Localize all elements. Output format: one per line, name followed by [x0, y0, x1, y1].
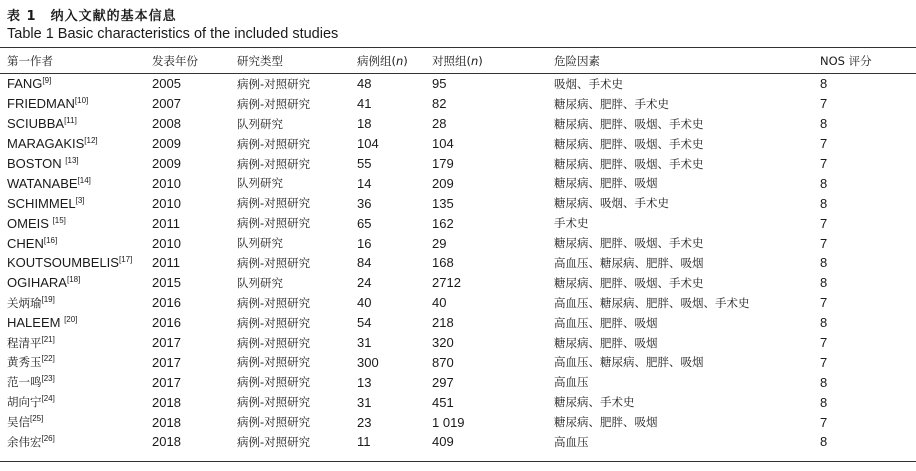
table-row [0, 233, 916, 253]
cell-nos-score: 7 [820, 215, 828, 231]
cell-study-type: 病例-对照研究 [237, 295, 311, 310]
cell-study-type: 病例-对照研究 [237, 96, 311, 111]
reference-citation: [26] [41, 433, 55, 443]
cell-control-count: 104 [432, 136, 454, 152]
table-row [0, 352, 916, 372]
cell-control-count: 409 [432, 434, 454, 450]
cell-first-author [0, 273, 145, 293]
cell-control-count: 179 [432, 156, 454, 171]
cell-risk-factors: 糖尿病、肥胖、手术史 [554, 96, 669, 111]
cell-risk-factors: 糖尿病、肥胖、吸烟、手术史 [554, 136, 704, 151]
cell-first-author [0, 392, 145, 412]
cell-publication-year: 2017 [152, 335, 181, 351]
cell-control-count: 95 [432, 76, 447, 92]
reference-citation: [17] [118, 255, 133, 265]
reference-citation: [18] [66, 275, 81, 285]
cell-study-type: 病例-对照研究 [237, 76, 311, 91]
cell-study-type: 病例-对照研究 [237, 335, 311, 350]
cell-publication-year: 2017 [152, 374, 181, 390]
table-row [0, 392, 916, 412]
cell-first-author [0, 173, 145, 193]
cell-control-count: 297 [432, 374, 454, 390]
cell-study-type: 病例-对照研究 [237, 415, 311, 430]
reference-citation: [13] [65, 156, 79, 165]
cell-case-count: 65 [357, 215, 372, 231]
cell-risk-factors: 高血压 [554, 434, 589, 449]
cell-risk-factors: 高血压、糖尿病、肥胖、吸烟 [554, 355, 704, 370]
cell-risk-factors: 糖尿病、肥胖、吸烟 [554, 415, 658, 430]
cell-study-type: 病例-对照研究 [237, 255, 311, 270]
author-name: BOSTON [7, 156, 66, 171]
cell-first-author [0, 333, 145, 353]
cell-study-type: 队列研究 [237, 236, 283, 251]
cell-risk-factors: 糖尿病、吸烟、手术史 [554, 196, 669, 211]
cell-study-type: 病例-对照研究 [237, 375, 311, 390]
cell-control-count: 209 [432, 175, 454, 191]
cell-study-type: 病例-对照研究 [237, 315, 311, 330]
cell-first-author [0, 233, 145, 253]
cell-first-author [0, 193, 145, 213]
cell-control-count: 135 [432, 195, 454, 211]
author-name: CHEN [7, 235, 44, 251]
author-name: 程清平 [7, 335, 42, 350]
cell-first-author [0, 432, 145, 452]
cell-first-author [0, 154, 145, 174]
cell-publication-year: 2005 [152, 76, 181, 92]
header-publication-year: 发表年份 [152, 54, 198, 68]
cell-nos-score: 8 [820, 434, 828, 450]
cell-risk-factors: 糖尿病、肥胖、吸烟、手术史 [554, 156, 704, 171]
cell-first-author [0, 213, 145, 233]
author-name: 黄秀玉 [7, 355, 42, 370]
table-row [0, 114, 916, 134]
cell-publication-year: 2018 [152, 394, 181, 410]
cell-nos-score: 8 [820, 315, 828, 331]
author-name: KOUTSOUMBELIS [7, 255, 119, 271]
cell-publication-year: 2008 [152, 116, 181, 132]
cell-publication-year: 2007 [152, 96, 181, 112]
author-name: WATANABE [7, 175, 78, 191]
cell-nos-score: 7 [820, 295, 828, 311]
cell-nos-score: 8 [820, 374, 828, 390]
cell-nos-score: 8 [820, 275, 828, 291]
author-name: FANG [7, 76, 43, 92]
cell-publication-year: 2016 [152, 295, 181, 311]
cell-case-count: 14 [357, 175, 372, 191]
cell-first-author [0, 372, 145, 392]
cell-case-count: 84 [357, 255, 372, 271]
cell-nos-score: 8 [820, 116, 828, 132]
header-case-group: 病例组(n) [357, 54, 408, 68]
cell-nos-score: 8 [820, 76, 828, 92]
cell-case-count: 104 [357, 136, 379, 152]
author-name: FRIEDMAN [7, 96, 75, 112]
cell-nos-score: 7 [820, 156, 828, 171]
cell-risk-factors: 糖尿病、肥胖、吸烟 [554, 176, 658, 191]
cell-control-count: 1 019 [432, 414, 465, 430]
author-name: 关炳瑜 [7, 295, 42, 310]
cell-first-author [0, 352, 145, 372]
cell-risk-factors: 高血压、糖尿病、肥胖、吸烟 [554, 255, 704, 270]
cell-publication-year: 2009 [152, 156, 181, 171]
cell-control-count: 218 [432, 315, 454, 331]
cell-case-count: 16 [357, 235, 372, 251]
reference-citation: [21] [41, 334, 55, 344]
reference-citation: [10] [74, 96, 89, 106]
cell-risk-factors: 糖尿病、手术史 [554, 395, 635, 410]
header-first-author: 第一作者 [7, 54, 53, 68]
table-title-chinese: 表 1 纳入文献的基本信息 [7, 9, 177, 24]
table-bottom-rule [0, 461, 916, 462]
cell-control-count: 29 [432, 235, 447, 251]
cell-study-type: 队列研究 [237, 116, 283, 131]
author-name: 吴信 [7, 415, 30, 430]
cell-risk-factors: 糖尿病、肥胖、吸烟 [554, 335, 658, 350]
cell-risk-factors: 糖尿病、肥胖、吸烟、手术史 [554, 275, 704, 290]
cell-study-type: 病例-对照研究 [237, 434, 311, 449]
cell-case-count: 11 [357, 434, 371, 450]
reference-citation: [25] [30, 414, 44, 424]
cell-study-type: 队列研究 [237, 275, 283, 290]
table-row [0, 253, 916, 273]
cell-publication-year: 2011 [152, 255, 180, 271]
table-row [0, 94, 916, 114]
author-name: 胡向宁 [7, 395, 42, 410]
cell-nos-score: 8 [820, 255, 828, 271]
author-name: OGIHARA [7, 275, 67, 291]
cell-first-author [0, 313, 145, 333]
cell-first-author [0, 94, 145, 114]
cell-publication-year: 2017 [152, 354, 181, 370]
cell-study-type: 病例-对照研究 [237, 216, 311, 231]
reference-citation: [23] [41, 374, 55, 384]
table-row [0, 213, 916, 233]
cell-first-author [0, 134, 145, 154]
cell-study-type: 病例-对照研究 [237, 355, 311, 370]
cell-risk-factors: 手术史 [554, 216, 589, 231]
table-row [0, 193, 916, 213]
header-study-type: 研究类型 [237, 54, 283, 68]
cell-publication-year: 2009 [152, 136, 181, 152]
cell-first-author [0, 293, 145, 313]
table-row [0, 134, 916, 154]
table-row [0, 293, 916, 313]
table-row [0, 313, 916, 333]
cell-case-count: 31 [357, 335, 372, 351]
cell-case-count: 18 [357, 116, 372, 132]
cell-first-author [0, 114, 145, 134]
author-name: SCIUBBA [7, 116, 65, 132]
cell-study-type: 队列研究 [237, 176, 283, 191]
cell-case-count: 24 [357, 275, 372, 291]
cell-study-type: 病例-对照研究 [237, 196, 311, 211]
author-name: 余伟宏 [7, 434, 42, 449]
cell-control-count: 40 [432, 295, 447, 311]
cell-case-count: 40 [357, 295, 372, 311]
cell-nos-score: 7 [820, 136, 828, 152]
reference-citation: [3] [75, 195, 85, 205]
reference-citation: [20] [64, 315, 78, 325]
cell-risk-factors: 高血压、肥胖、吸烟 [554, 315, 658, 330]
cell-study-type: 病例-对照研究 [237, 156, 311, 171]
table-row [0, 74, 916, 94]
table-body [0, 74, 916, 452]
cell-control-count: 320 [432, 335, 454, 351]
table-row [0, 273, 916, 293]
cell-control-count: 451 [432, 394, 454, 410]
cell-nos-score: 7 [820, 354, 828, 370]
header-nos-score: NOS 评分 [820, 54, 872, 68]
author-name: MARAGAKIS [7, 136, 85, 152]
cell-control-count: 870 [432, 354, 454, 370]
cell-first-author [0, 412, 145, 432]
cell-publication-year: 2010 [152, 195, 181, 211]
table-row [0, 412, 916, 432]
cell-case-count: 23 [357, 414, 372, 430]
cell-control-count: 2712 [432, 275, 461, 291]
cell-first-author [0, 74, 145, 94]
header-risk-factors: 危险因素 [554, 54, 600, 68]
cell-case-count: 55 [357, 156, 372, 171]
table-header-row [0, 48, 916, 74]
cell-case-count: 13 [357, 374, 372, 390]
cell-control-count: 82 [432, 96, 447, 112]
cell-nos-score: 8 [820, 195, 828, 211]
cell-study-type: 病例-对照研究 [237, 395, 311, 410]
table-row [0, 333, 916, 353]
reference-citation: [11] [64, 116, 77, 126]
reference-citation: [14] [77, 175, 91, 185]
cell-nos-score: 7 [820, 335, 828, 351]
cell-nos-score: 7 [820, 96, 828, 112]
cell-publication-year: 2018 [152, 414, 181, 430]
cell-control-count: 162 [432, 215, 454, 231]
table-title-english: Table 1 Basic characteristics of the included studies [7, 26, 339, 42]
cell-nos-score: 8 [820, 394, 828, 410]
cell-first-author [0, 253, 145, 273]
cell-publication-year: 2015 [152, 275, 181, 291]
cell-case-count: 48 [357, 76, 372, 92]
studies-table [0, 48, 916, 452]
cell-nos-score: 7 [820, 235, 828, 251]
cell-case-count: 31 [357, 394, 372, 410]
cell-control-count: 168 [432, 255, 454, 271]
cell-risk-factors: 糖尿病、肥胖、吸烟、手术史 [554, 236, 704, 251]
cell-case-count: 36 [357, 195, 372, 211]
author-name: OMEIS [7, 215, 53, 231]
cell-publication-year: 2011 [152, 215, 180, 231]
reference-citation: [16] [43, 235, 58, 245]
cell-case-count: 41 [357, 96, 372, 112]
cell-publication-year: 2010 [152, 235, 181, 251]
cell-control-count: 28 [432, 116, 447, 132]
reference-citation: [9] [42, 76, 52, 86]
cell-nos-score: 8 [820, 175, 828, 191]
header-control-group: 对照组(n) [432, 54, 483, 68]
table-row [0, 432, 916, 452]
cell-risk-factors: 高血压、糖尿病、肥胖、吸烟、手术史 [554, 295, 750, 310]
cell-risk-factors: 高血压 [554, 375, 589, 390]
cell-publication-year: 2018 [152, 434, 181, 450]
cell-nos-score: 7 [820, 414, 828, 430]
author-name: HALEEM [7, 315, 65, 331]
cell-risk-factors: 糖尿病、肥胖、吸烟、手术史 [554, 116, 704, 131]
table-row [0, 372, 916, 392]
author-name: SCHIMMEL [7, 195, 76, 211]
cell-risk-factors: 吸烟、手术史 [554, 76, 623, 91]
table-row [0, 154, 916, 174]
cell-case-count: 300 [357, 354, 379, 370]
reference-citation: [22] [41, 354, 55, 364]
reference-citation: [12] [84, 136, 98, 146]
cell-publication-year: 2010 [152, 175, 181, 191]
cell-study-type: 病例-对照研究 [237, 136, 311, 151]
author-name: 范一鸣 [7, 375, 42, 390]
reference-citation: [15] [52, 215, 66, 225]
cell-publication-year: 2016 [152, 315, 181, 331]
table-row [0, 173, 916, 193]
cell-case-count: 54 [357, 315, 372, 331]
reference-citation: [19] [41, 294, 55, 304]
reference-citation: [24] [41, 394, 55, 404]
